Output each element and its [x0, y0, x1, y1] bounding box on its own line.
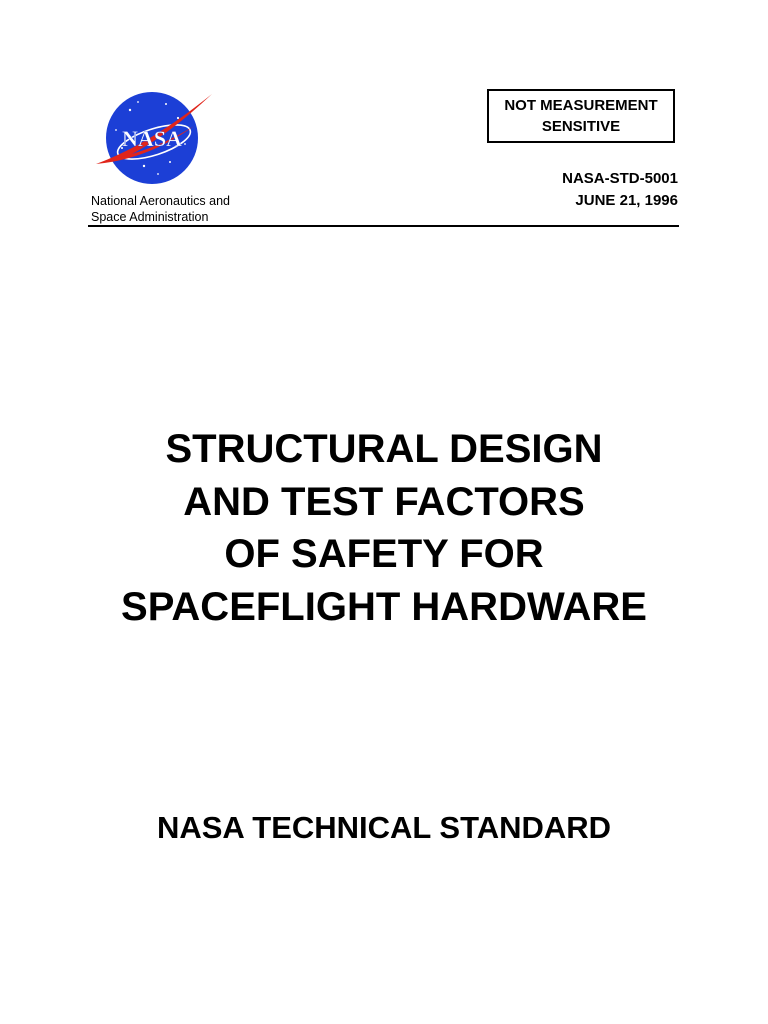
agency-name-line2: Space Administration — [91, 210, 209, 224]
nasa-logo — [92, 88, 216, 188]
sensitivity-line2: SENSITIVE — [541, 118, 621, 135]
agency-name-line1: National Aeronautics and — [91, 194, 230, 208]
title-line4: SPACEFLIGHT HARDWARE — [121, 584, 647, 629]
measurement-sensitivity-box — [487, 89, 675, 143]
document-identifiers — [562, 168, 678, 212]
document-number: NASA-STD-5001 — [562, 170, 678, 187]
header-divider — [88, 225, 679, 227]
document-type: NASA TECHNICAL STANDARD — [156, 810, 612, 845]
document-date: JUNE 21, 1996 — [575, 192, 678, 209]
agency-name — [91, 193, 230, 225]
title-line2: AND TEST FACTORS — [183, 479, 585, 524]
title-line3: OF SAFETY FOR — [224, 532, 544, 576]
document-title — [0, 423, 768, 633]
logo-wordmark: NASA — [122, 126, 182, 151]
title-line1: STRUCTURAL DESIGN — [165, 427, 603, 471]
sensitivity-line1: NOT MEASUREMENT — [504, 97, 658, 114]
